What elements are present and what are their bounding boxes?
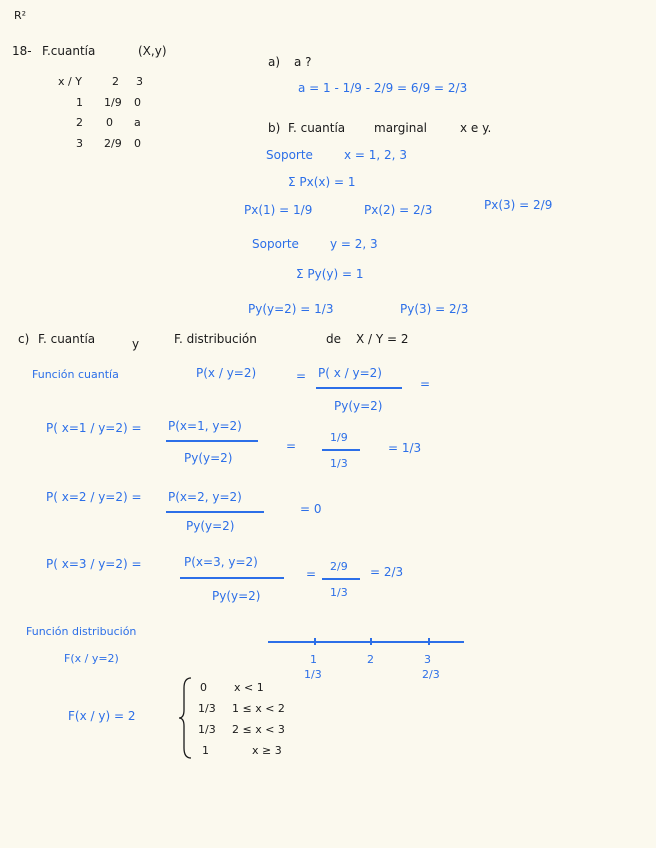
- part-c-title2: y: [132, 337, 140, 351]
- table-cell: 0: [134, 96, 141, 109]
- part-a-question: a ?: [294, 55, 312, 69]
- piece-condition: 2 ≤ x < 3: [232, 723, 285, 736]
- part-b-title3: x e y.: [460, 121, 492, 135]
- soporte-x-label: Soporte: [266, 148, 313, 162]
- p2-res: = 0: [300, 502, 322, 516]
- fraction-bar: [180, 577, 284, 579]
- p3-den: Py(y=2): [212, 589, 261, 603]
- table-col-header: 3: [136, 75, 143, 88]
- p2-num: P(x=2, y=2): [168, 490, 242, 504]
- axis-tick-label: 2: [367, 653, 374, 666]
- table-cell: 2/9: [104, 137, 122, 150]
- table-cell: 0: [106, 116, 113, 129]
- soporte-y: y = 2, 3: [330, 237, 378, 251]
- piece-condition: x ≥ 3: [252, 744, 282, 757]
- table-cell: a: [134, 116, 141, 129]
- piece-value: 1/3: [198, 702, 216, 715]
- p1-lhs: P( x=1 / y=2) =: [46, 421, 142, 435]
- part-b-title2: marginal: [374, 121, 428, 135]
- part-b-label: b): [268, 121, 281, 135]
- axis-prob-label: 2/3: [422, 668, 440, 681]
- func-distribucion-sub: F(x / y=2): [64, 652, 119, 665]
- piece-condition: x < 1: [234, 681, 264, 694]
- p3-eq: =: [306, 567, 317, 581]
- px-3: Px(3) = 2/9: [484, 198, 553, 212]
- p1-num: P(x=1, y=2): [168, 419, 242, 433]
- p1-res: = 1/3: [388, 441, 422, 455]
- axis-prob-label: 1/3: [304, 668, 322, 681]
- part-a-label: a): [268, 55, 281, 69]
- table-cell: 1/9: [104, 96, 122, 109]
- axis-tick-label: 3: [424, 653, 431, 666]
- p1-num2: 1/9: [330, 431, 348, 444]
- problem-vars: (X,y): [138, 44, 167, 58]
- py-sum: Σ Py(y) = 1: [296, 267, 364, 281]
- table-row-x: 1: [76, 96, 83, 109]
- table-col-header: 2: [112, 75, 119, 88]
- py-3: Py(3) = 2/3: [400, 302, 469, 316]
- p3-res: = 2/3: [370, 565, 404, 579]
- piece-value: 0: [200, 681, 207, 694]
- px-1: Px(1) = 1/9: [244, 203, 313, 217]
- fraction-bar: [322, 578, 360, 580]
- part-a-equation: a = 1 - 1/9 - 2/9 = 6/9 = 2/3: [298, 81, 468, 95]
- p2-lhs: P( x=2 / y=2) =: [46, 490, 142, 504]
- func-eq: =: [296, 369, 307, 383]
- func-num: P( x / y=2): [318, 366, 382, 380]
- soporte-x: x = 1, 2, 3: [344, 148, 407, 162]
- piecewise-lhs: F(x / y) = 2: [68, 709, 136, 723]
- brace-icon: [178, 676, 194, 760]
- func-distribucion-label: Función distribución: [26, 625, 137, 638]
- px-sum: Σ Px(x) = 1: [288, 175, 356, 189]
- part-c-label: c): [18, 332, 30, 346]
- number-line-tick: [314, 638, 316, 645]
- func-lhs: P(x / y=2): [196, 366, 257, 380]
- table-row-x: 2: [76, 116, 83, 129]
- part-b-title: F. cuantía: [288, 121, 346, 135]
- fraction-bar: [166, 511, 264, 513]
- fraction-bar: [316, 387, 402, 389]
- p3-lhs: P( x=3 / y=2) =: [46, 557, 142, 571]
- problem-title: F.cuantía: [42, 44, 96, 58]
- p1-den: Py(y=2): [184, 451, 233, 465]
- number-line-tick: [428, 638, 430, 645]
- corner-note: R²: [14, 9, 27, 22]
- p1-eq: =: [286, 439, 297, 453]
- axis-tick-label: 1: [310, 653, 317, 666]
- table-cell: 0: [134, 137, 141, 150]
- part-c-title4: de: [326, 332, 341, 346]
- fraction-bar: [322, 449, 360, 451]
- fraction-bar: [166, 440, 258, 442]
- p1-den2: 1/3: [330, 457, 348, 470]
- table-corner: x / Y: [58, 75, 82, 88]
- p3-num: P(x=3, y=2): [184, 555, 258, 569]
- part-c-title1: F. cuantía: [38, 332, 96, 346]
- table-row-x: 3: [76, 137, 83, 150]
- px-2: Px(2) = 2/3: [364, 203, 433, 217]
- piece-value: 1: [202, 744, 209, 757]
- py-2: Py(y=2) = 1/3: [248, 302, 334, 316]
- number-line: [268, 641, 464, 643]
- func-cuantia-label: Función cuantía: [32, 368, 119, 381]
- piece-value: 1/3: [198, 723, 216, 736]
- p3-num2: 2/9: [330, 560, 348, 573]
- number-line-tick: [370, 638, 372, 645]
- piece-condition: 1 ≤ x < 2: [232, 702, 285, 715]
- problem-number: 18-: [12, 44, 32, 58]
- part-c-title5: X / Y = 2: [356, 332, 409, 346]
- func-den: Py(y=2): [334, 399, 383, 413]
- part-c-title3: F. distribución: [174, 332, 257, 346]
- p2-den: Py(y=2): [186, 519, 235, 533]
- soporte-y-label: Soporte: [252, 237, 299, 251]
- p3-den2: 1/3: [330, 586, 348, 599]
- func-tail: =: [420, 377, 431, 391]
